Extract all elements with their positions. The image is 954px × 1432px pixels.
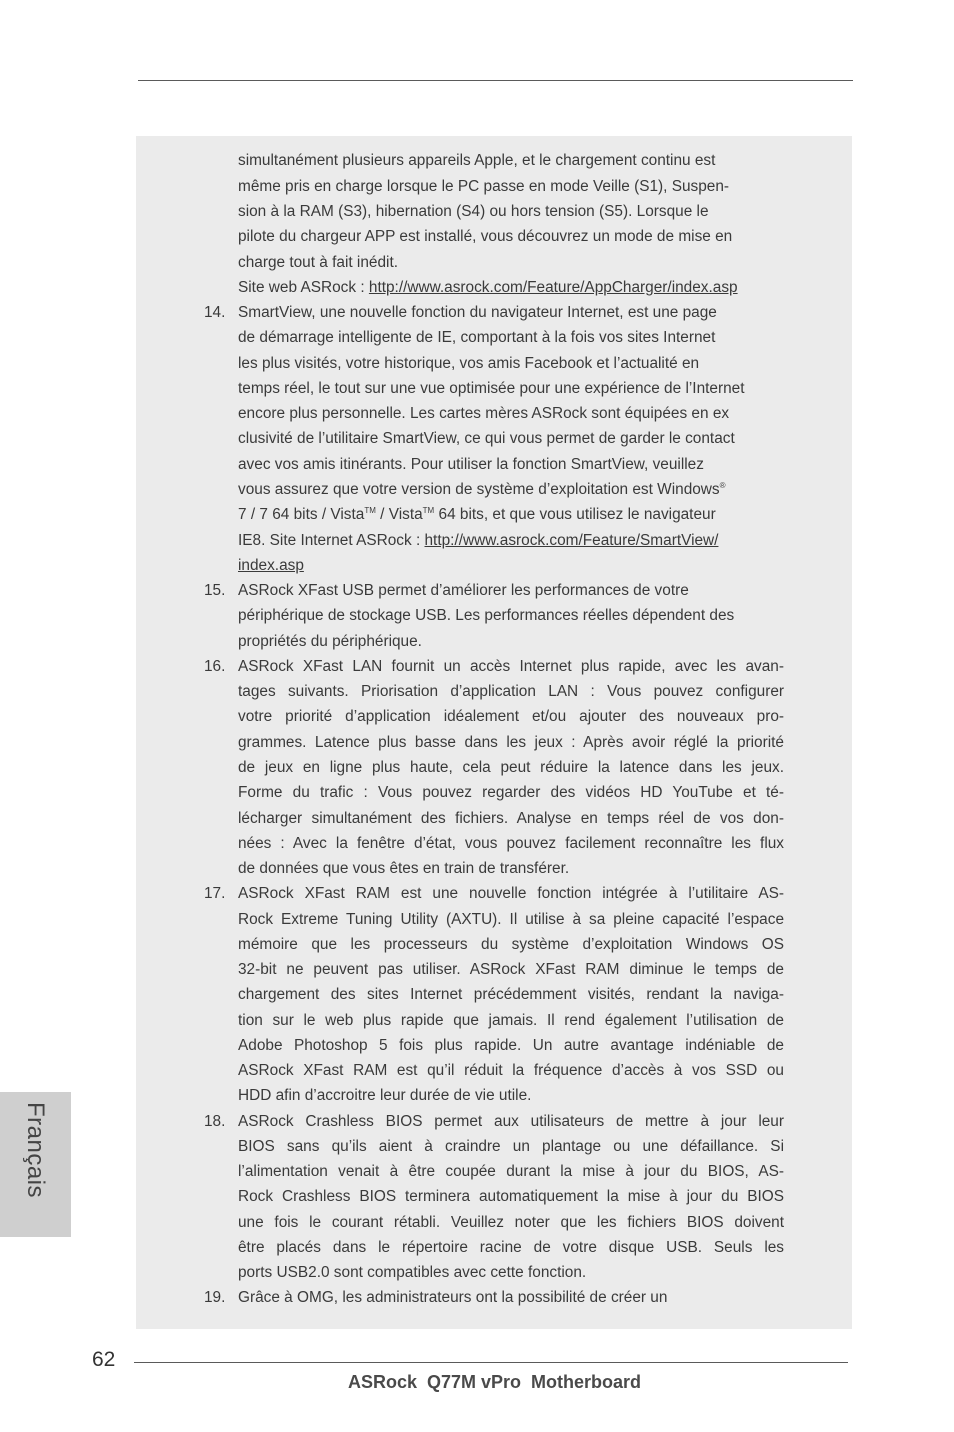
text-line: nées : Avec la fenêtre d’état, vous pouvez facilement reconnaître les flux <box>238 835 784 852</box>
text-line: être placés dans le répertoire racine de votre disque USB. Seuls les <box>238 1239 784 1256</box>
registered-mark: ® <box>719 481 726 490</box>
text-line: BIOS sans qu’ils aient à craindre un plantage ou une défaillance. Si <box>238 1138 784 1155</box>
text-segment: 64 bits, et que vous utilisez le navigateur <box>434 506 716 523</box>
text-line: de jeux en ligne plus haute, cela peut réduire la latence dans les jeux. <box>238 759 784 776</box>
bottom-rule <box>134 1362 848 1363</box>
text-line: périphérique de stockage USB. Les performances réelles dépendent des <box>238 607 735 624</box>
text-line: avec vos amis itinérants. Pour utiliser la fonction SmartView, veuillez <box>238 456 704 473</box>
footer-title: ASRock Q77M vPro Motherboard <box>348 1372 642 1392</box>
site-line <box>238 557 784 575</box>
site-line <box>238 532 784 550</box>
top-rule <box>138 80 853 81</box>
text-line: grammes. Latence plus basse dans les jeux : Après avoir réglé la priorité <box>238 734 784 751</box>
text-line: sion à la RAM (S3), hibernation (S4) ou hors tension (S5). Lorsque le <box>238 203 709 220</box>
text-line: même pris en charge lorsque le PC passe en mode Veille (S1), Suspen- <box>238 178 730 195</box>
site-line <box>238 279 784 297</box>
page-number: 62 <box>92 1348 116 1371</box>
site-label: Site web ASRock : <box>238 279 369 296</box>
appcharger-link[interactable]: http://www.asrock.com/Feature/AppCharger/index.asp <box>368 279 738 296</box>
item-number-16: 16. <box>204 658 226 675</box>
text-line: votre priorité d’application idéalement et/ou ajouter des nouveaux pro- <box>238 708 784 725</box>
text-line: l’alimentation venait à être coupée durant la mise à jour du BIOS, AS- <box>238 1163 784 1180</box>
text-line: Rock Crashless BIOS terminera automatiquement la mise à jour du BIOS <box>238 1188 784 1205</box>
text-line: ports USB2.0 sont compatibles avec cette fonction. <box>238 1264 587 1281</box>
text-segment: / Vista <box>375 506 423 523</box>
text-line: les plus visités, votre historique, vos amis Facebook et l’actualité en <box>238 355 700 372</box>
item-number-14: 14. <box>204 304 226 321</box>
text-line: ASRock XFast RAM est qu’il réduit la fréquence d’accès à vos SSD ou <box>238 1062 784 1079</box>
text-line: mémoire que les processeurs du système d’exploitation Windows OS <box>238 936 784 953</box>
text-line: Rock Extreme Tuning Utility (AXTU). Il utilise à sa pleine capacité l’espace <box>238 911 784 928</box>
text-line: charge tout à fait inédit. <box>238 254 398 271</box>
trademark-mark: TM <box>364 506 376 515</box>
text-segment: 7 / 7 64 bits / Vista <box>238 506 365 523</box>
text-line: ASRock XFast RAM est une nouvelle fonction intégrée à l’utilitaire AS- <box>238 885 784 902</box>
item-number-17: 17. <box>204 885 226 902</box>
text-line: tages suivants. Priorisation d’application LAN : Vous pouvez configurer <box>238 683 784 700</box>
item-number-15: 15. <box>204 582 226 599</box>
text-line: clusivité de l’utilitaire SmartView, ce qui vous permet de garder le contact <box>238 430 735 447</box>
text-line: propriétés du périphérique. <box>238 633 422 650</box>
text-line: 32-bit ne peuvent pas utiliser. ASRock XFast RAM diminue le temps de <box>238 961 784 978</box>
text-line: chargement des sites Internet précédemment visités, rendant la naviga- <box>238 986 784 1003</box>
text-line: Forme du trafic : Vous pouvez regarder des vidéos HD YouTube et té- <box>238 784 784 801</box>
text-line: Grâce à OMG, les administrateurs ont la possibilité de créer un <box>238 1289 668 1306</box>
text-line: une fois le courant rétabli. Veuillez noter que les fichiers BIOS doivent <box>238 1214 784 1231</box>
text-line: de démarrage intelligente de IE, comportant à la fois vos sites Internet <box>238 329 716 346</box>
smartview-link-continued[interactable]: index.asp <box>238 557 304 574</box>
text-line: ASRock XFast LAN fournit un accès Internet plus rapide, avec les avan- <box>238 658 784 675</box>
text-line: Adobe Photoshop 5 fois plus rapide. Un autre avantage indéniable de <box>238 1037 784 1054</box>
text-line <box>238 481 784 499</box>
text-line: ASRock Crashless BIOS permet aux utilisateurs de mettre à jour leur <box>238 1113 784 1130</box>
text-line: de données que vous êtes en train de transférer. <box>238 860 570 877</box>
text-line: temps réel, le tout sur une vue optimisée pour une expérience de l’Internet <box>238 380 745 397</box>
item-number-19: 19. <box>204 1289 226 1306</box>
text-line: pilote du chargeur APP est installé, vous découvrez un mode de mise en <box>238 228 733 245</box>
text-line: encore plus personnelle. Les cartes mères ASRock sont équipées en ex <box>238 405 730 422</box>
text-line <box>238 506 784 524</box>
text-line: SmartView, une nouvelle fonction du navigateur Internet, est une page <box>238 304 717 321</box>
language-tab-label: Français <box>22 1101 49 1199</box>
text-line: HDD afin d’accroitre leur durée de vie utile. <box>238 1087 532 1104</box>
text-segment: vous assurez que votre version de système d’exploitation est Windows <box>238 481 720 498</box>
trademark-mark: TM <box>422 506 435 515</box>
text-line: simultanément plusieurs appareils Apple, et le chargement continu est <box>238 152 716 169</box>
site-label: IE8. Site Internet ASRock : <box>238 532 425 549</box>
text-line: lécharger simultanément des fichiers. Analyse en temps réel de vos don- <box>238 810 784 827</box>
item-number-18: 18. <box>204 1113 226 1130</box>
smartview-link[interactable]: http://www.asrock.com/Feature/SmartView/ <box>424 532 719 549</box>
text-line: tion sur le web plus rapide que jamais. Il rend également l’utilisation de <box>238 1012 784 1029</box>
text-line: ASRock XFast USB permet d’améliorer les performances de votre <box>238 582 689 599</box>
